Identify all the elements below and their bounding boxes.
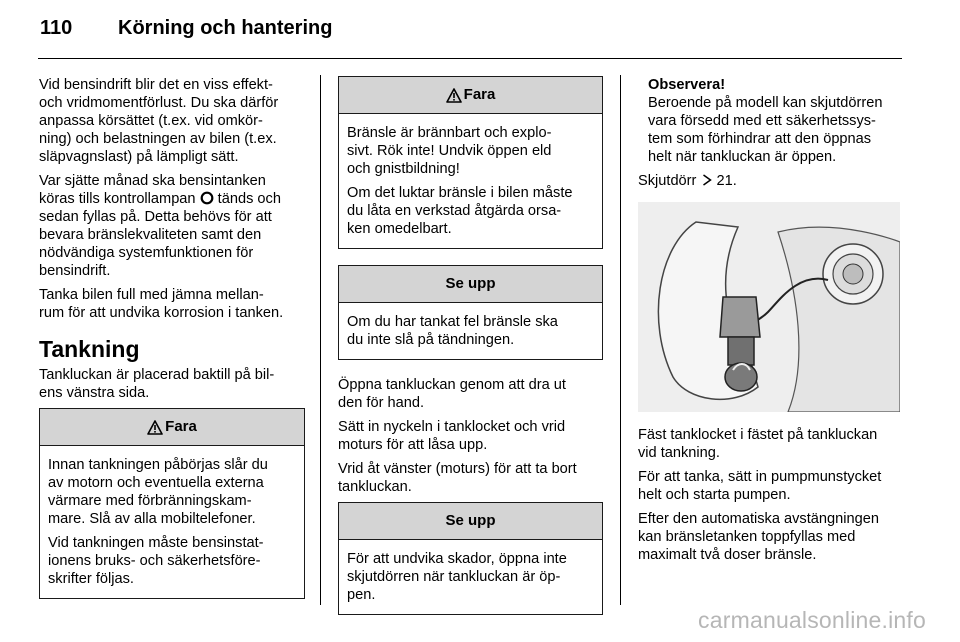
danger-box xyxy=(39,408,305,599)
column-divider xyxy=(620,75,621,605)
paragraph: Efter den automatiska avstängningen kan bränsletanken toppfyllas med maximalt två doser bränsle. xyxy=(638,511,879,563)
section-heading: Tankning xyxy=(39,336,140,362)
caution-box xyxy=(338,502,603,615)
header-rule xyxy=(38,58,902,59)
caution-box-body: För att undvika skador, öppna inte skjutdörren när tankluckan är öp- pen. xyxy=(347,551,567,603)
column-2 xyxy=(338,76,603,631)
paragraph: Sätt in nyckeln i tanklocket och vrid moturs för att låsa upp. xyxy=(338,419,566,453)
paragraph: Tanka bilen full med jämna mellan- rum för att undvika korrosion i tanken. xyxy=(39,287,284,321)
caution-box-header xyxy=(339,503,602,540)
caution-box xyxy=(338,265,603,360)
note-title: Observera! xyxy=(648,77,726,93)
page-header xyxy=(0,0,960,60)
danger-box-header xyxy=(339,77,602,114)
fuel-cap-drawing xyxy=(638,202,900,412)
paragraph: Vrid åt vänster (moturs) för att ta bort tankluckan. xyxy=(338,461,577,495)
danger-box-header xyxy=(40,409,304,446)
paragraph: Vid bensindrift blir det en viss effekt- och vridmomentförlust. Du ska därför anpassa körsättet (t.ex. vid omkör- ning) och belastningen av bilen (t.ex. släpvagnslast) på lämpligt sätt. xyxy=(39,77,279,165)
danger-box-title: Fara xyxy=(463,86,496,103)
paragraph: Tankluckan är placerad baktill på bil- ens vänstra sida. xyxy=(39,367,275,401)
caution-box-title: Se upp xyxy=(445,512,496,529)
column-3 xyxy=(638,76,904,570)
paragraph: Fäst tanklocket i fästet på tankluckan vid tankning. xyxy=(638,427,878,461)
column-1 xyxy=(39,76,305,615)
paragraph: För att tanka, sätt in pumpmunstycket helt och starta pumpen. xyxy=(638,469,882,503)
warning-triangle-icon xyxy=(147,420,163,435)
lamp-ring-icon xyxy=(200,191,214,205)
paragraph: Var sjätte månad ska bensintanken köras tills kontrollampan tänds och sedan fyllas på. Detta behövs för att bevara bränslekvaliteten samt den nödvändiga systemfunktionen för bensindrift. xyxy=(39,173,281,279)
page-title: Körning och hantering xyxy=(118,17,333,39)
watermark: carmanualsonline.info xyxy=(698,607,926,633)
caution-box-body: Om du har tankat fel bränsle ska du inte slå på tändningen. xyxy=(347,314,558,348)
column-divider xyxy=(320,75,321,605)
arrow-reference-icon xyxy=(702,174,712,186)
danger-box-title: Fara xyxy=(165,418,197,435)
paragraph: Öppna tankluckan genom att dra ut den för hand. xyxy=(338,377,566,411)
page-number: 110 xyxy=(40,17,73,39)
cross-reference: Skjutdörr 21. xyxy=(638,173,737,189)
caution-box-title: Se upp xyxy=(445,275,496,292)
note: Observera! Beroende på modell kan skjutdörren vara försedd med ett säkerhetssys- tem som förhindrar att den öppnas helt när tankluckan är öppen. xyxy=(638,76,904,166)
warning-triangle-icon xyxy=(446,88,462,103)
danger-box xyxy=(338,76,603,249)
danger-box-body: Innan tankningen påbörjas slår du av motorn och eventuella externa värmare med förbränningskam- mare. Slå av alla mobiltelefoner. Vid tankningen måste bensinstat- ionens bruks- och säkerhetsföre- skrifter följas. xyxy=(48,457,268,587)
fuel-cap-illustration xyxy=(638,202,900,412)
reference-page: 21. xyxy=(716,173,737,189)
caution-box-header xyxy=(339,266,602,303)
danger-box-body: Bränsle är brännbart och explo- sivt. Rök inte! Undvik öppen eld och gnistbildning! Om det luktar bränsle i bilen måste du låta en verkstad åtgärda orsa- ken omedelbart. xyxy=(347,125,573,237)
